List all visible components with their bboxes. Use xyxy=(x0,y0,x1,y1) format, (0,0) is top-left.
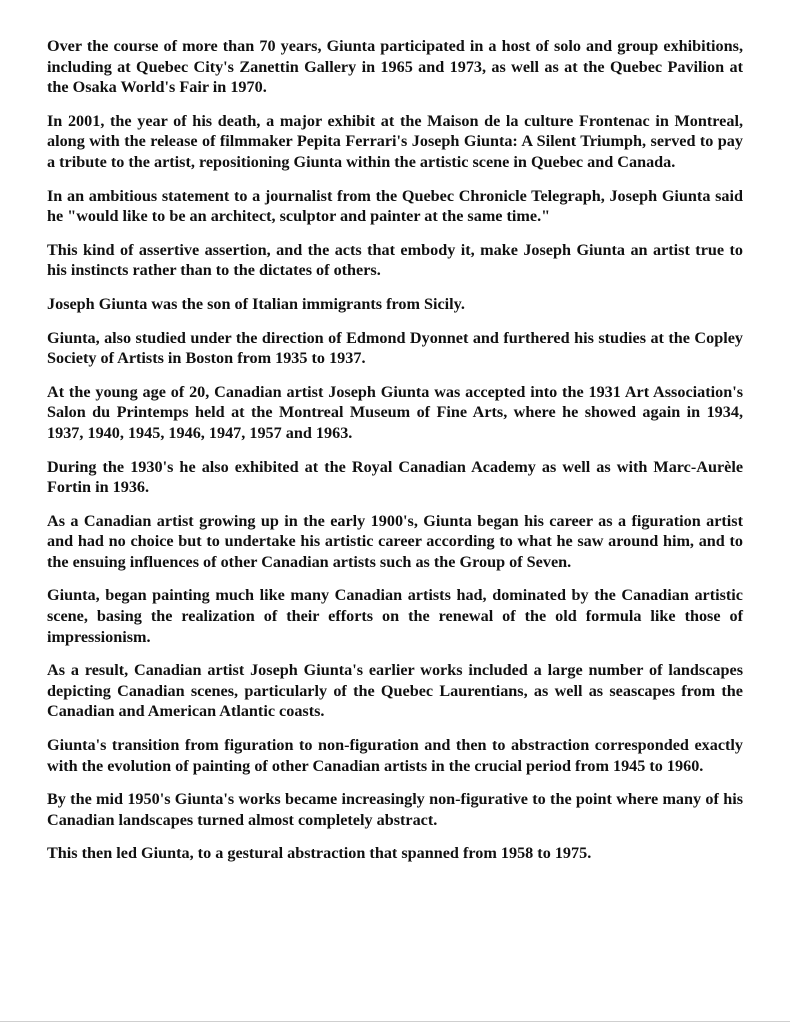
document-body xyxy=(47,36,743,877)
paragraph-landscapes: As a result, Canadian artist Joseph Giunta's earlier works included a large number of landscapes depicting Canadian scenes, particularly of the Quebec Laurentians, as well as seascapes from the Canadian and American Atlantic coasts. xyxy=(47,661,743,721)
paragraph-sicily-origin: Joseph Giunta was the son of Italian immigrants from Sicily. xyxy=(47,294,465,313)
paragraph-2001-tribute: In 2001, the year of his death, a major exhibit at the Maison de la culture Frontenac in Montreal, along with the release of filmmaker Pepita Ferrari's Joseph Giunta: A Silent Triumph, served to pay a tribute to the artist, repositioning Giunta within the artistic scene in Quebec and Canada. xyxy=(47,111,743,171)
paragraph-journalist-quote: In an ambitious statement to a journalist from the Quebec Chronicle Telegraph, Joseph Giunta said he "would like to be an architect, sculptor and painter at the same time." xyxy=(47,186,743,226)
paragraph-royal-academy: During the 1930's he also exhibited at the Royal Canadian Academy as well as with Marc-Aurèle Fortin in 1936. xyxy=(47,457,743,497)
paragraph-impressionism: Giunta, began painting much like many Canadian artists had, dominated by the Canadian artistic scene, basing the realization of their efforts on the renewal of the old formula like those of impressionism. xyxy=(47,586,743,646)
page-bottom-rule xyxy=(0,1021,790,1022)
paragraph-early-career: As a Canadian artist growing up in the early 1900's, Giunta began his career as a figuration artist and had no choice but to undertake his artistic career according to what he saw around him, and to the ensuing influences of other Canadian artists such as the Group of Seven. xyxy=(47,511,743,571)
paragraph-studies: Giunta, also studied under the direction of Edmond Dyonnet and furthered his studies at the Copley Society of Artists in Boston from 1935 to 1937. xyxy=(47,328,743,368)
paragraph-transition: Giunta's transition from figuration to non-figuration and then to abstraction corresponded exactly with the evolution of painting of other Canadian artists in the crucial period from 1945 to 1960. xyxy=(47,736,743,775)
paragraph-osaka-exhibitions: Over the course of more than 70 years, Giunta participated in a host of solo and group exhibitions, including at Quebec City's Zanettin Gallery in 1965 and 1973, as well as at the Quebec Pavilion at the Osaka World's Fair in 1970. xyxy=(47,37,743,97)
paragraph-gestural-abstraction: This then led Giunta, to a gestural abstraction that spanned from 1958 to 1975. xyxy=(47,844,592,863)
paragraph-non-figurative: By the mid 1950's Giunta's works became increasingly non-figurative to the point where many of his Canadian landscapes turned almost completely abstract. xyxy=(47,790,743,829)
paragraph-salon-du-printemps: At the young age of 20, Canadian artist Joseph Giunta was accepted into the 1931 Art Association's Salon du Printemps held at the Montreal Museum of Fine Arts, where he showed again in 1934, 1937, 1940, 1945, 1946, 1947, 1957 and 1963. xyxy=(47,382,743,442)
paragraph-assertive-artist: This kind of assertive assertion, and the acts that embody it, make Joseph Giunta an artist true to his instincts rather than to the dictates of others. xyxy=(47,240,743,280)
